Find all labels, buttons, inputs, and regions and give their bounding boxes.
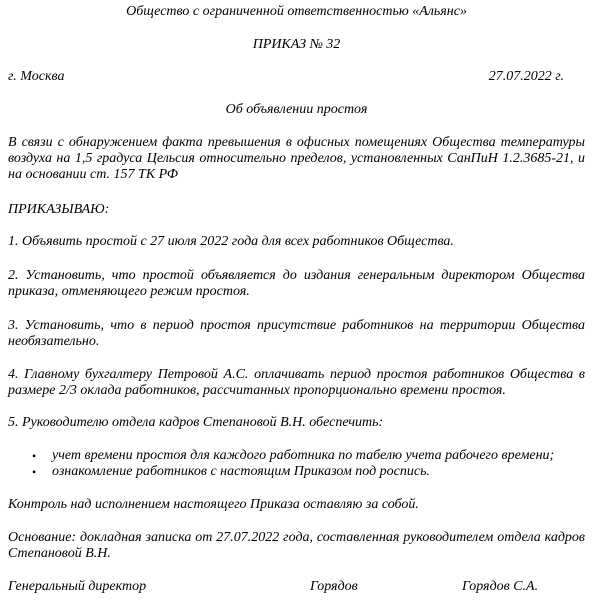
preamble-paragraph: В связи с обнаружением факта превышения в офисных помещениях Общества температуры воздуха на 1,5 градуса Цельсия относительно пределов, установленных СанПиН 1.2.3685-21, и на основании ст. 157 ТК РФ	[8, 135, 585, 182]
directive-heading: ПРИКАЗЫВАЮ:	[8, 202, 110, 217]
signature-row	[8, 579, 585, 595]
organization-name: Общество с ограниченной ответственностью «Альянс»	[126, 4, 467, 19]
sub-item-text: учет времени простоя для каждого работника по табелю учета рабочего времени;	[52, 448, 555, 463]
city-date-row	[8, 69, 585, 85]
basis-paragraph: Основание: докладная записка от 27.07.2022 года, составленная руководителем отдела кадров Степановой В.Н.	[8, 530, 585, 561]
signatory-name: Горядов С.А.	[462, 579, 539, 594]
order-item-2: 2. Установить, что простой объявляется до издания генеральным директором Общества приказа, отменяющего режим простоя.	[8, 268, 585, 299]
city: г. Москва	[8, 69, 65, 84]
sub-item-2	[8, 464, 585, 480]
order-title: ПРИКАЗ № 32	[252, 37, 341, 52]
order-item-3: 3. Установить, что в период простоя присутствие работников на территории Общества необязательно.	[8, 318, 585, 349]
order-item-5: 5. Руководителю отдела кадров Степановой В.Н. обеспечить:	[8, 415, 384, 430]
control-paragraph: Контроль над исполнением настоящего Приказа оставляю за собой.	[8, 497, 419, 512]
order-item-1: 1. Объявить простой с 27 июля 2022 года для всех работников Общества.	[8, 234, 454, 249]
signatory-position: Генеральный директор	[8, 579, 147, 594]
signature: Горядов	[310, 579, 358, 594]
order-item-4: 4. Главному бухгалтеру Петровой А.С. оплачивать период простоя работников Общества в размере 2/3 оклада работников, рассчитанных пропорционально времени простоя.	[8, 367, 585, 398]
sub-item-1	[8, 448, 585, 464]
order-subject: Об объявлении простоя	[225, 102, 368, 117]
bullet-icon: •	[32, 465, 37, 479]
bullet-icon: •	[32, 449, 37, 463]
order-date: 27.07.2022 г.	[488, 69, 564, 84]
sub-item-text: ознакомление работников с настоящим Приказом под роспись.	[52, 464, 430, 479]
